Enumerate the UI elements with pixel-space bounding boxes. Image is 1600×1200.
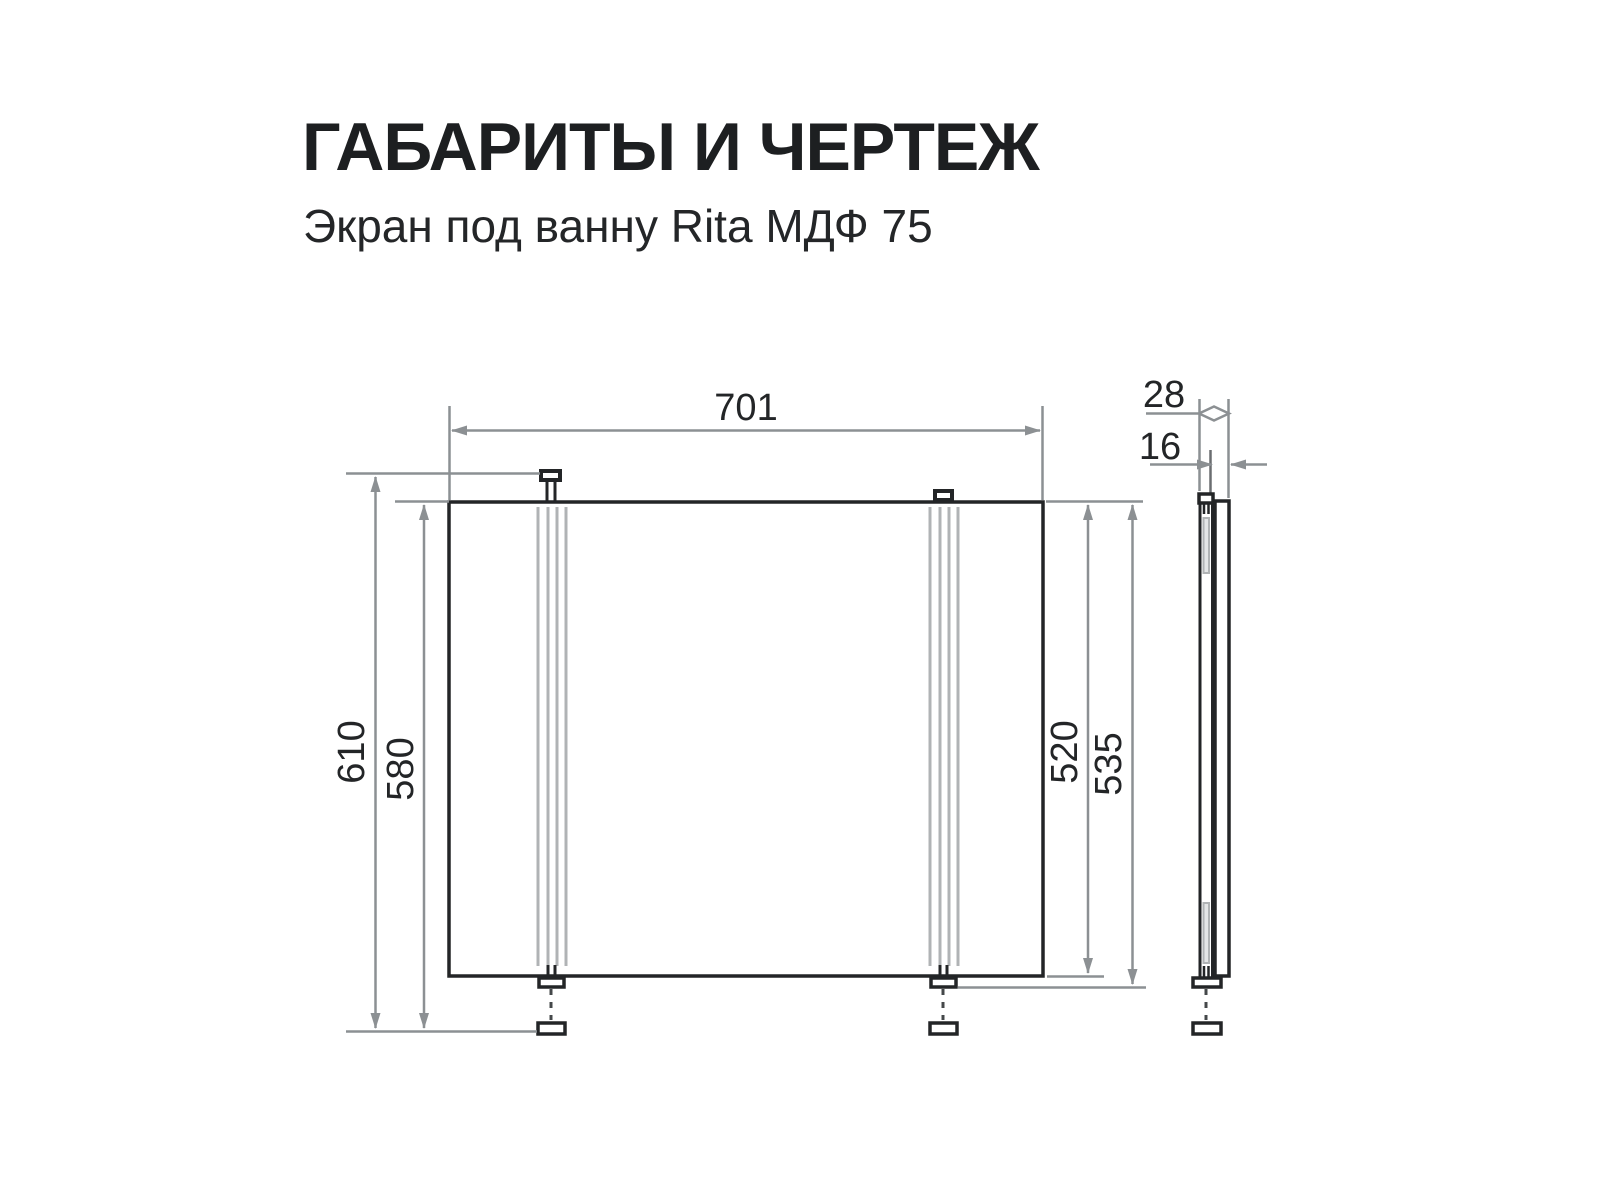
dim-label-28: 28 xyxy=(1142,374,1186,416)
side-bracket-cap xyxy=(1199,494,1213,503)
page-title: ГАБАРИТЫ И ЧЕРТЕЖ xyxy=(302,109,1039,185)
front-view xyxy=(449,471,1043,1034)
dim-label-16: 16 xyxy=(1138,426,1182,468)
product-name: Экран под ванну Rita МДФ 75 xyxy=(303,200,933,252)
side-foot xyxy=(1193,978,1221,1034)
diamond-marker xyxy=(1199,407,1229,421)
dim-label-520: 520 xyxy=(1044,720,1086,784)
panel-side xyxy=(1215,501,1229,976)
left-adjusting-screw xyxy=(541,471,560,502)
side-view xyxy=(1193,450,1229,1034)
dim-label-701: 701 xyxy=(714,387,778,429)
right-adjusting-screw xyxy=(935,491,952,500)
dim-label-610: 610 xyxy=(331,720,373,784)
dim-label-535: 535 xyxy=(1088,732,1130,796)
side-bracket-column xyxy=(1200,503,1213,977)
dim-label-580: 580 xyxy=(380,737,422,801)
